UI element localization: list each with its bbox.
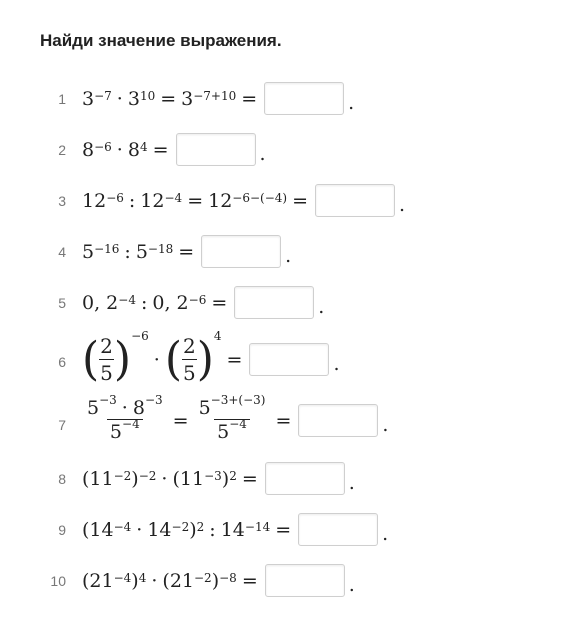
expression: 5 $^{-16}$ : 5 $^{-18}$ = . (82, 235, 291, 268)
expression: (14 $^{-4}$ · 14 $^{-2}$ ) $^2$ : 14 $^{-14}$ = . (82, 513, 388, 546)
page-title: Найди значение выражения. (40, 31, 282, 50)
row-number: 7 (58, 417, 66, 433)
row-number: 4 (58, 244, 66, 260)
answer-input[interactable] (234, 286, 314, 319)
expression: ( 2 5 ) −6 · ( 2 5 ) 4 = . (82, 329, 340, 386)
expression: (21 $^{-4}$ ) $^4$ · (21 $^{-2}$ ) $^{-8}$ = . (82, 564, 355, 597)
answer-input[interactable] (298, 513, 378, 546)
row-number: 5 (58, 295, 66, 311)
expression: 0, 2 $^{-4}$ : 0, 2 $^{-6}$ = . (82, 286, 324, 319)
answer-input[interactable] (249, 343, 329, 376)
answer-input[interactable] (315, 184, 395, 217)
row-number: 1 (58, 91, 66, 107)
row-number: 2 (58, 142, 66, 158)
answer-input[interactable] (264, 82, 344, 115)
answer-input[interactable] (265, 564, 345, 597)
expression: 3 $^{-7}$ · 3 $^{10}$ = 3 $^{-7+10}$ = . (82, 82, 354, 115)
row-number: 8 (58, 471, 66, 487)
answer-input[interactable] (298, 404, 378, 437)
row-number: 10 (50, 573, 66, 589)
row-number: 3 (58, 193, 66, 209)
expression: 12 $^{-6}$ : 12 $^{-4}$ = 12 $^{-6-(-4)}$ = . (82, 184, 405, 217)
answer-input[interactable] (201, 235, 281, 268)
row-number: 6 (58, 354, 66, 370)
expression: 8 $^{-6}$ · 8 $^4$ = . (82, 133, 266, 166)
expression: (11 $^{-2}$ ) $^{-2}$ · (11 $^{-3}$ ) $^2$ = . (82, 462, 355, 495)
expression: $\frac{5^{-3} \cdot 8^{-3}}{5^{-4}}$ = $\frac{5^{-3+(-3)}}{5^{-4}}$ = . (87, 392, 389, 443)
answer-input[interactable] (176, 133, 256, 166)
answer-input[interactable] (265, 462, 345, 495)
row-number: 9 (58, 522, 66, 538)
